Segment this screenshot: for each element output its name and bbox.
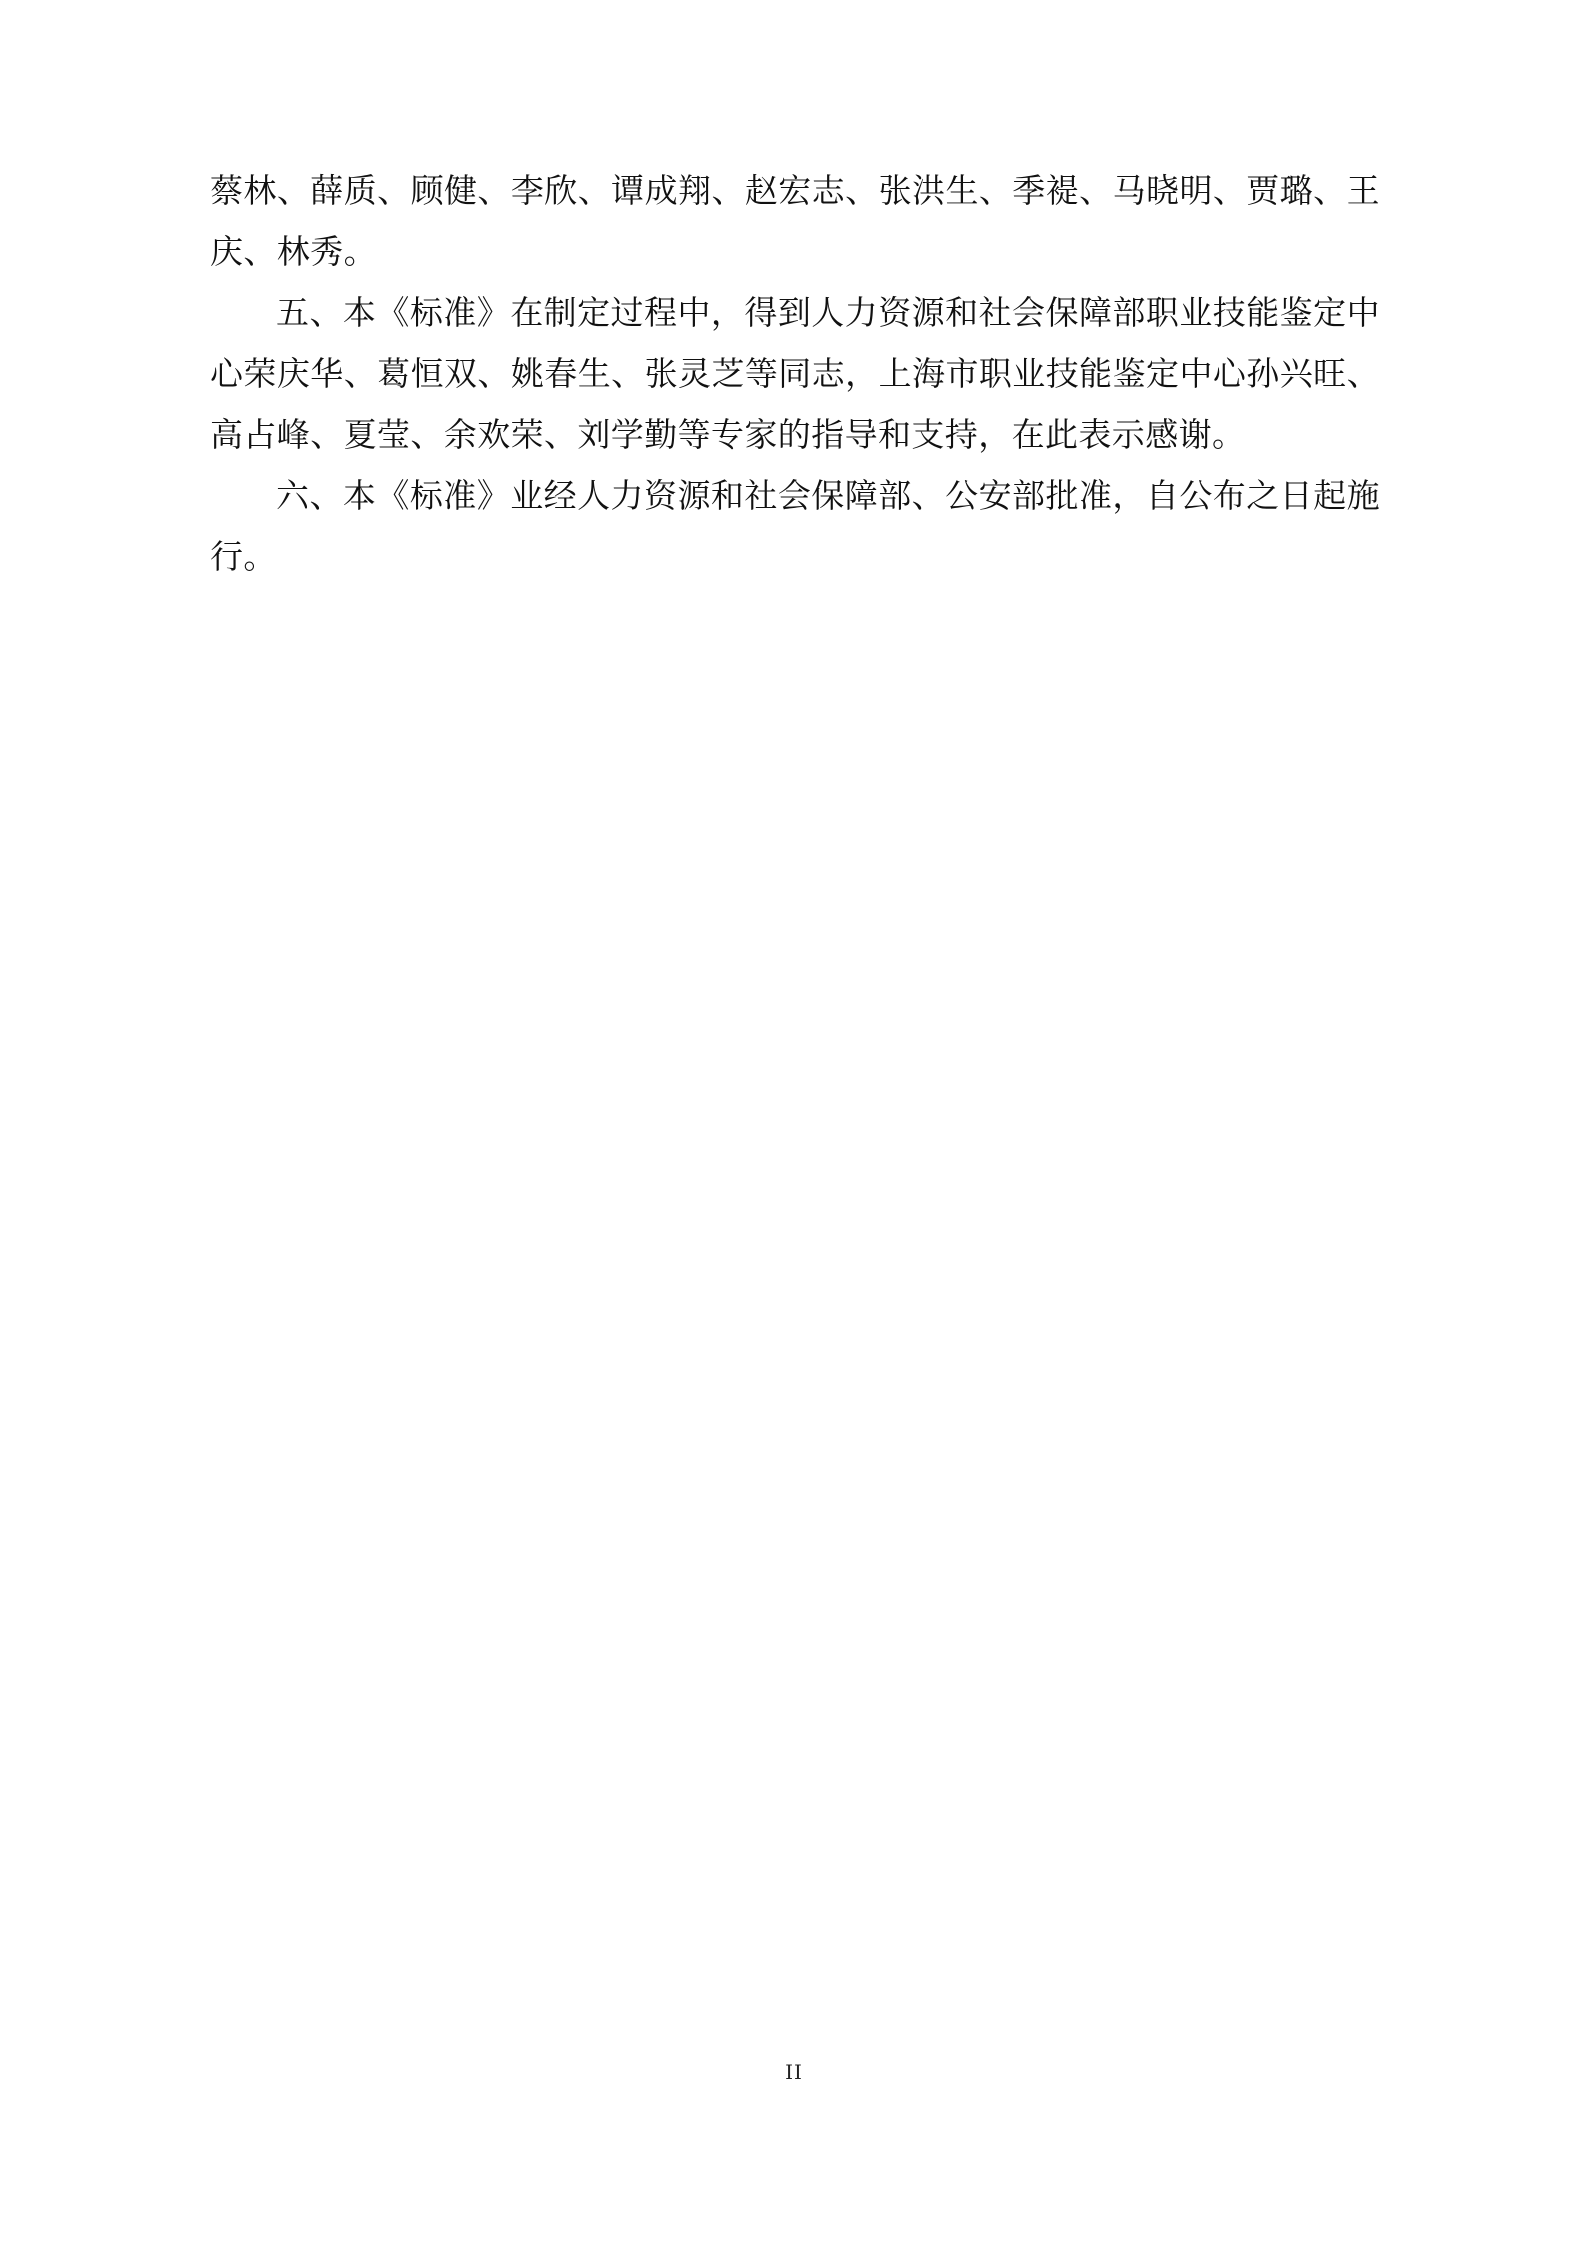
page-number: II bbox=[785, 2060, 803, 2084]
page-body bbox=[210, 160, 1380, 587]
paragraph-item-five: 五、本《标准》在制定过程中，得到人力资源和社会保障部职业技能鉴定中心荣庆华、葛恒双、姚春生、张灵芝等同志，上海市职业技能鉴定中心孙兴旺、高占峰、夏莹、余欢荣、刘学勤等专家的指导和支持，在此表示感谢。 bbox=[210, 293, 1380, 454]
paragraph-item-six: 六、本《标准》业经人力资源和社会保障部、公安部批准，自公布之日起施行。 bbox=[210, 476, 1380, 576]
paragraph-contributors-continued: 蔡林、薛质、顾健、李欣、谭成翔、赵宏志、张洪生、季褆、马晓明、贾璐、王庆、林秀。 bbox=[210, 171, 1380, 271]
